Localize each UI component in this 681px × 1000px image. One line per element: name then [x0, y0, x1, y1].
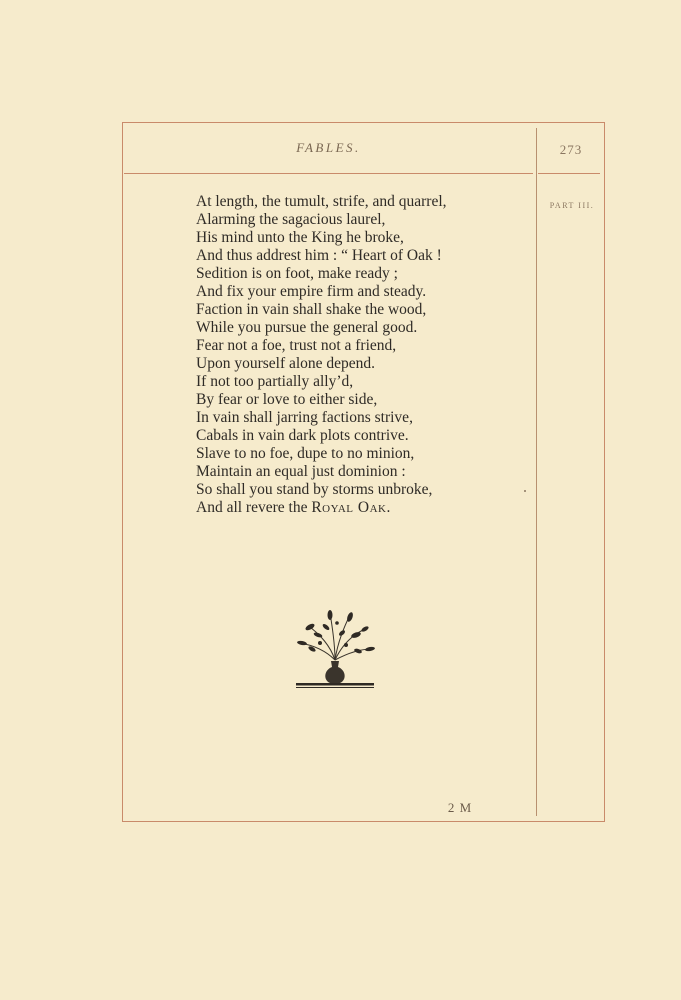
poem-last-line-prefix: And all revere the: [196, 499, 312, 516]
poem-line: And thus addrest him : “ Heart of Oak !: [196, 247, 442, 264]
poem-line: Sedition is on foot, make ready ;: [196, 265, 398, 282]
running-title: FABLES.: [296, 140, 361, 155]
poem-line: At length, the tumult, strife, and quarrel,: [196, 193, 447, 210]
poem-line: And fix your empire firm and steady.: [196, 283, 427, 300]
poem-line: While you pursue the general good.: [196, 319, 418, 336]
poem-line: Maintain an equal just dominion :: [196, 463, 406, 480]
margin-divider: [536, 128, 537, 816]
ink-speck: [524, 490, 526, 492]
signature-mark: 2 M: [447, 800, 473, 815]
page-number: 273: [559, 142, 583, 157]
poem-line: If not too partially ally’d,: [196, 373, 354, 390]
poem-line: In vain shall jarring factions strive,: [196, 409, 413, 426]
poem-line: Cabals in vain dark plots contrive.: [196, 427, 409, 444]
poem-line: His mind unto the King he broke,: [196, 229, 404, 246]
poem-line: Faction in vain shall shake the wood,: [196, 301, 427, 318]
poem-line: Upon yourself alone depend.: [196, 355, 376, 372]
poem-line: Slave to no foe, dupe to no minion,: [196, 445, 415, 462]
poem-line: By fear or love to either side,: [196, 391, 378, 408]
header-rule-margin: [538, 173, 600, 174]
royal-oak-emphasis: Royal Oak.: [311, 499, 391, 516]
poem-line: So shall you stand by storms unbroke,: [196, 481, 433, 498]
header-rule: [124, 173, 533, 174]
poem-text: [196, 193, 447, 517]
poem-line: Fear not a foe, trust not a friend,: [196, 337, 397, 354]
poem-last-line: [196, 499, 447, 517]
poem-line: Alarming the sagacious laurel,: [196, 211, 386, 228]
flower-vase-icon: [290, 605, 380, 690]
margin-note: PART III.: [549, 201, 595, 210]
